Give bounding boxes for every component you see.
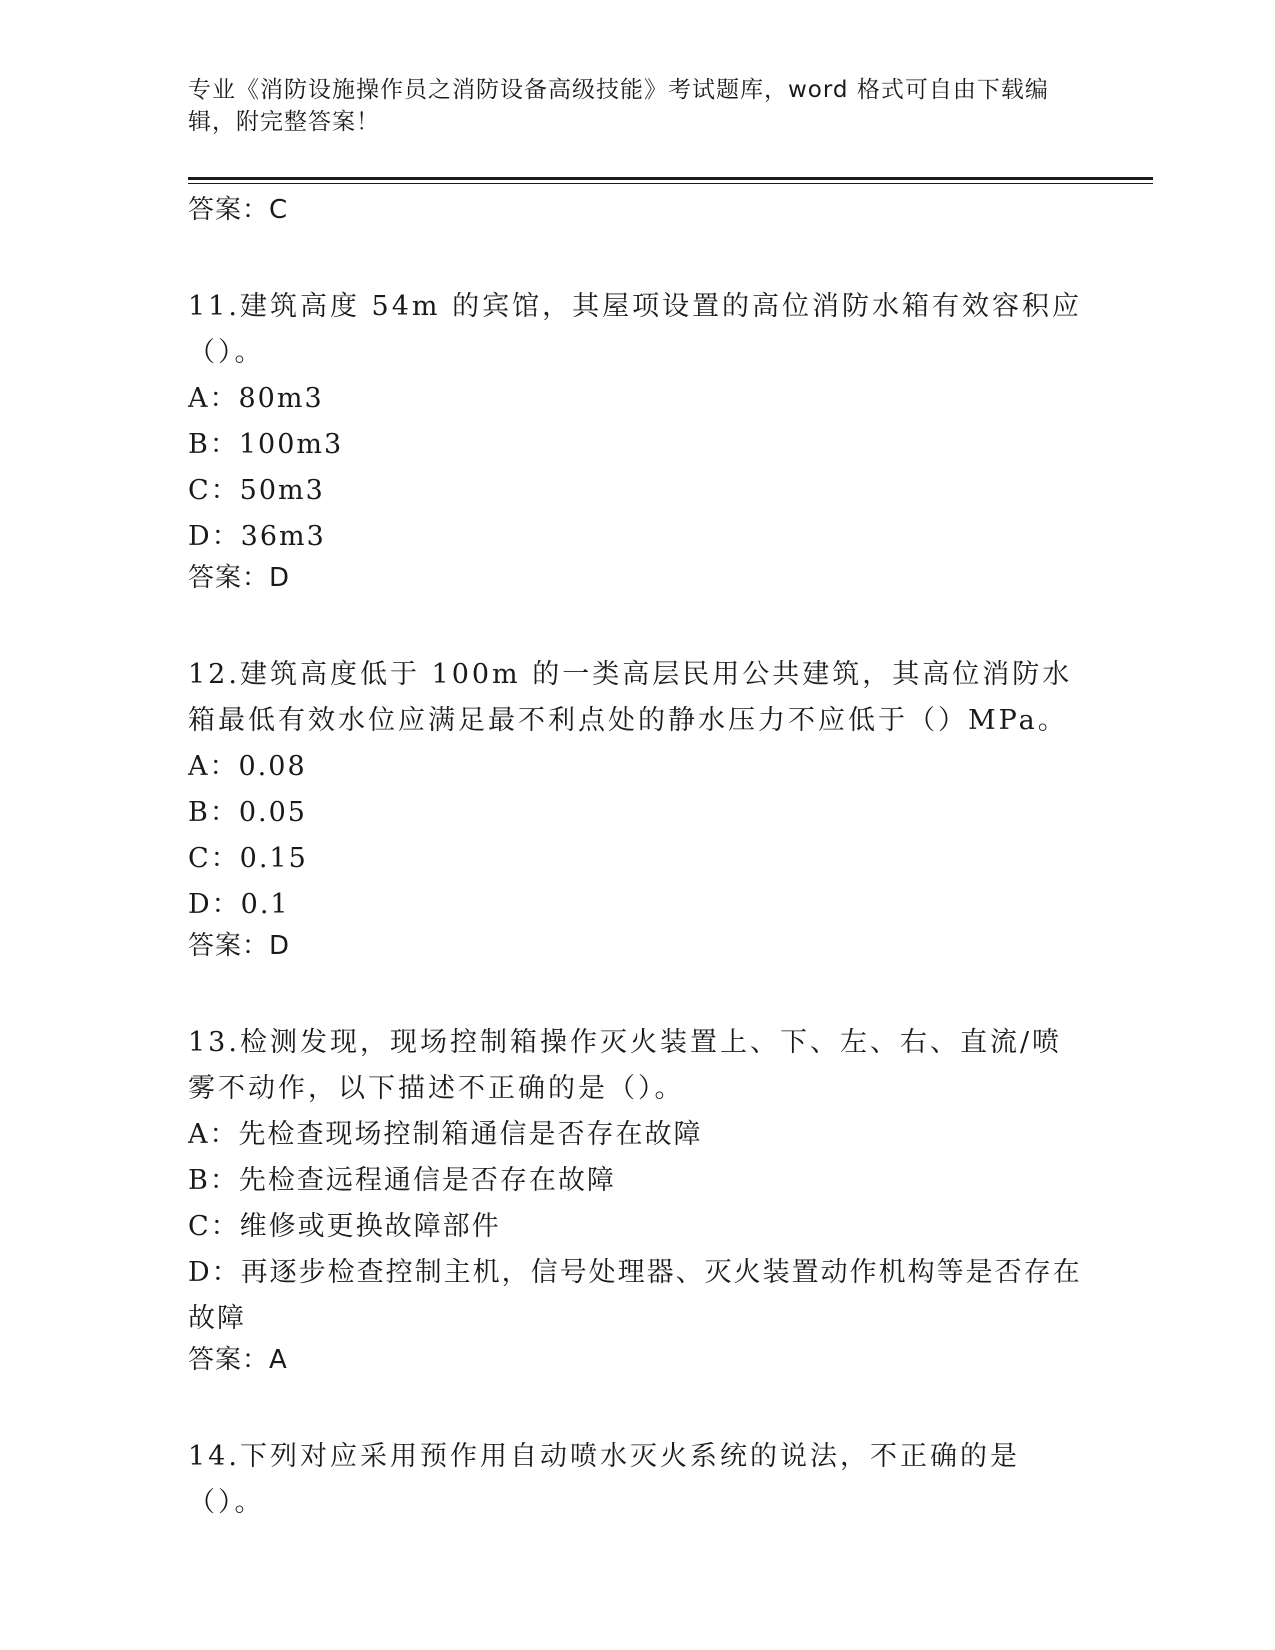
question-block [188,652,1088,974]
question-stem: 11.建筑高度 54m 的宾馆，其屋项设置的高位消防水箱有效容积应（）。 [188,291,1083,368]
header-divider-thin [188,183,1153,184]
option-letter: B： [188,797,239,828]
option-letter: D： [188,521,241,552]
option-letter: D： [188,1257,241,1288]
option-b [188,1158,1088,1204]
question-block [188,1020,1088,1388]
option-d [188,882,1088,928]
answer-line: 答案：D [188,931,291,961]
option-text: 0.15 [239,843,308,874]
option-c [188,468,1088,514]
document-header: 专业《消防设施操作员之消防设备高级技能》考试题库，word 格式可自由下载编辑，附完整答案！ [188,77,1049,135]
answer-line: 答案：C [188,195,289,225]
answer-line: 答案：D [188,563,291,593]
option-letter: A： [188,383,239,414]
question-stem: 14.下列对应采用预作用自动喷水灭火系统的说法，不正确的是（）。 [188,1441,1020,1518]
question-block [188,284,1088,606]
answer-line: 答案：A [188,1345,288,1375]
option-letter: C： [188,1211,240,1242]
option-a [188,1112,1088,1158]
spacer [188,974,1088,1020]
option-d [188,1250,1088,1342]
option-text: 再逐步检查控制主机，信号处理器、灭火装置动作机构等是否存在故障 [188,1257,1082,1334]
option-d [188,514,1088,560]
option-letter: B： [188,1165,239,1196]
option-c [188,1204,1088,1250]
option-text: 0.08 [238,751,307,782]
option-text: 先检查现场控制箱通信是否存在故障 [238,1119,703,1150]
option-text: 维修或更换故障部件 [239,1211,501,1242]
option-text: 0.05 [238,797,307,828]
option-a [188,376,1088,422]
question-stem: 12.建筑高度低于 100m 的一类高层民用公共建筑，其高位消防水箱最低有效水位应满足最不利点处的静水压力不应低于（）MPa。 [188,659,1073,736]
document-body [188,192,1088,1526]
option-text: 80m3 [238,383,324,414]
option-text: 36m3 [240,521,326,552]
spacer [188,238,1088,284]
option-c [188,836,1088,882]
option-letter: C： [188,843,240,874]
question-block [188,1434,1088,1526]
option-letter: A： [188,1119,239,1150]
question-stem: 13.检测发现，现场控制箱操作灭火装置上、下、左、右、直流/喷雾不动作，以下描述不正确的是（）。 [188,1027,1063,1104]
option-text: 先检查远程通信是否存在故障 [238,1165,616,1196]
spacer [188,1388,1088,1434]
header-divider-thick [188,177,1153,180]
spacer [188,606,1088,652]
option-text: 50m3 [239,475,325,506]
option-letter: B： [188,429,239,460]
option-text: 0.1 [240,889,290,920]
option-text: 100m3 [238,429,344,460]
option-letter: D： [188,889,241,920]
option-letter: C： [188,475,240,506]
option-b [188,422,1088,468]
option-b [188,790,1088,836]
option-a [188,744,1088,790]
option-letter: A： [188,751,239,782]
